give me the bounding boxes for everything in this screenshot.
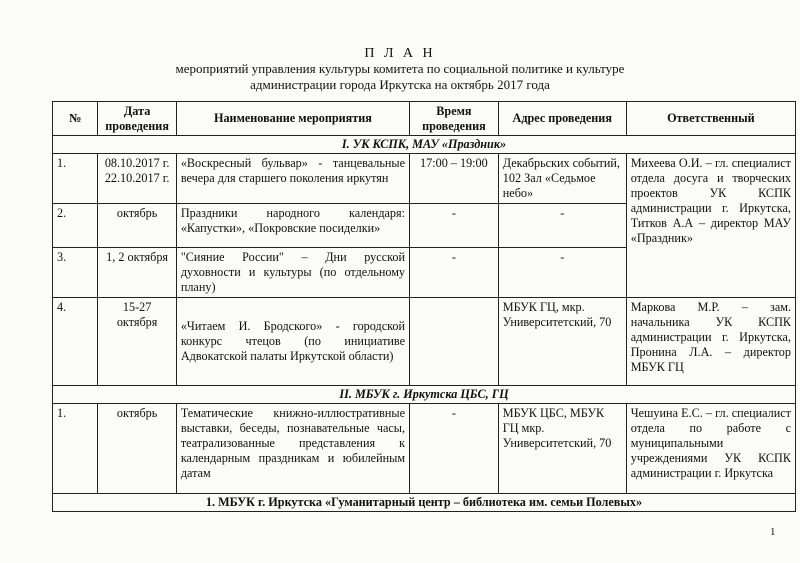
- row-date: 1, 2 октября: [98, 248, 176, 298]
- section-row: [53, 136, 796, 154]
- row-time: -: [410, 404, 499, 494]
- row-responsible: Михеева О.И. – гл. специалист отдела досуга и творческих проектов УК КСПК администрации г. Иркутска, Титков А.А – директор МАУ «Праздник»: [626, 154, 795, 298]
- col-header-date: Дата проведения: [98, 102, 176, 136]
- row-address: Декабрьских событий, 102 Зал «Седьмое небо»: [498, 154, 626, 204]
- col-header-num: №: [53, 102, 98, 136]
- table-row: [53, 404, 796, 494]
- row-address: МБУК ГЦ, мкр. Университетский, 70: [498, 298, 626, 386]
- section-row: [53, 494, 796, 512]
- row-event-name: «Читаем И. Бродского» - городской конкурс чтецов (по инициативе Адвокатской палаты Иркутской области): [176, 298, 409, 386]
- row-date: октябрь: [98, 204, 176, 248]
- row-num: 1.: [53, 404, 98, 494]
- col-header-responsible: Ответственный: [626, 102, 795, 136]
- row-address: МБУК ЦБС, МБУК ГЦ мкр. Университетский, 70: [498, 404, 626, 494]
- row-event-name: "Сияние России" – Дни русской духовности и культуры (по отдельному плану): [176, 248, 409, 298]
- row-time: 17:00 – 19:00: [410, 154, 499, 204]
- col-header-time: Время проведения: [410, 102, 499, 136]
- page-number: 1: [770, 526, 776, 538]
- row-time: -: [410, 204, 499, 248]
- row-responsible: Чешуина Е.С. – гл. специалист отдела по работе с муниципальными учреждениями УК КСПК администрации г. Иркутска: [626, 404, 795, 494]
- row-date: 08.10.2017 г. 22.10.2017 г.: [98, 154, 176, 204]
- section-row: [53, 386, 796, 404]
- plan-subtitle-line2: администрации города Иркутска на октябрь 2017 года: [250, 77, 550, 92]
- row-num: 2.: [53, 204, 98, 248]
- row-time: -: [410, 248, 499, 298]
- section-title: II. МБУК г. Иркутска ЦБС, ГЦ: [53, 386, 796, 404]
- events-table: [52, 101, 796, 512]
- row-date: 15-27 октября: [98, 298, 176, 386]
- row-date: октябрь: [98, 404, 176, 494]
- row-event-name: Тематические книжно-иллюстративные выставки, беседы, познавательные часы, театрализованные представления к календарным праздникам и юбилейным датам: [176, 404, 409, 494]
- row-num: 4.: [53, 298, 98, 386]
- row-num: 1.: [53, 154, 98, 204]
- row-event-name: «Воскресный бульвар» - танцевальные вечера для старшего поколения иркутян: [176, 154, 409, 204]
- row-num: 3.: [53, 248, 98, 298]
- plan-title: П Л А Н: [364, 46, 436, 61]
- plan-subtitle-line1: мероприятий управления культуры комитета по социальной политике и культуре: [175, 61, 625, 76]
- table-row: [53, 154, 796, 204]
- row-responsible: Маркова М.Р. – зам. начальника УК КСПК администрации г. Иркутска, Пронина Л.А. – директор МБУК ГЦ: [626, 298, 795, 386]
- row-address: -: [498, 248, 626, 298]
- row-time: [410, 298, 499, 386]
- section-title: I. УК КСПК, МАУ «Праздник»: [53, 136, 796, 154]
- row-event-name: Праздники народного календаря: «Капустки», «Покровские посиделки»: [176, 204, 409, 248]
- table-row: [53, 298, 796, 386]
- col-header-name: Наименование мероприятия: [176, 102, 409, 136]
- table-header-row: [53, 102, 796, 136]
- section-title: 1. МБУК г. Иркутска «Гуманитарный центр – библиотека им. семьи Полевых»: [53, 494, 796, 512]
- col-header-address: Адрес проведения: [498, 102, 626, 136]
- row-address: -: [498, 204, 626, 248]
